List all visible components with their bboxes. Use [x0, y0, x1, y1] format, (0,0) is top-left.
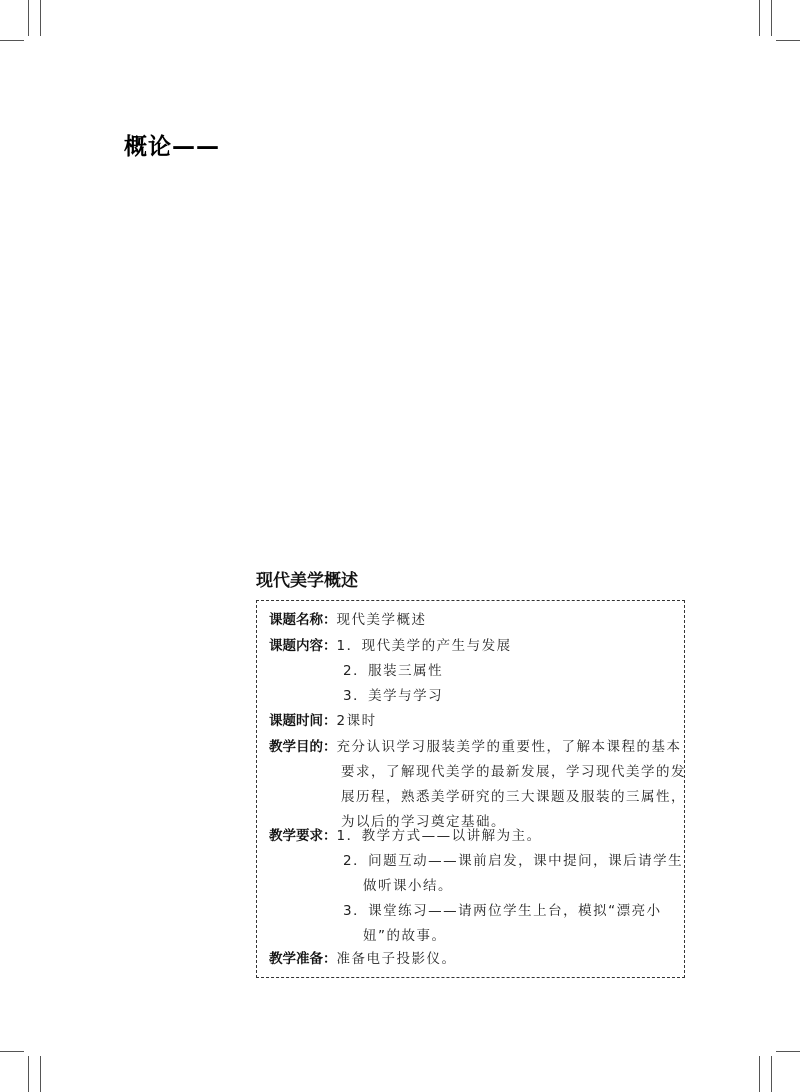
crop-mark	[776, 40, 800, 41]
course-name-label: 课题名称：	[269, 612, 337, 628]
content-item: 3．美学与学习	[343, 688, 444, 704]
requirement-line: 3．课堂练习——请两位学生上台，模拟“漂亮小	[343, 903, 662, 919]
objective-row	[269, 737, 682, 757]
crop-mark	[771, 1056, 772, 1092]
requirement-line: 1．教学方式——以讲解为主。	[336, 828, 542, 844]
crop-mark	[40, 0, 41, 36]
course-info-box	[256, 600, 685, 978]
crop-mark	[28, 0, 29, 36]
objective-line: 为以后的学习奠定基础。	[341, 814, 506, 830]
crop-mark	[0, 40, 24, 41]
course-time-row	[269, 711, 377, 731]
objective-label: 教学目的：	[269, 739, 337, 755]
preparation-label: 教学准备：	[269, 951, 337, 967]
objective-line: 展历程，熟悉美学研究的三大课题及服装的三属性，	[341, 789, 686, 805]
requirement-line: 2．问题互动——课前启发，课中提问，课后请学生	[343, 853, 684, 869]
course-name-value: 现代美学概述	[336, 612, 427, 628]
chapter-title: 概论——	[124, 134, 220, 160]
course-time-label: 课题时间：	[269, 713, 337, 729]
crop-mark	[776, 1051, 800, 1052]
requirement-line: 妞”的故事。	[363, 928, 447, 944]
crop-mark	[40, 1056, 41, 1092]
course-time-value: 2课时	[336, 713, 377, 729]
course-content-row	[269, 636, 512, 656]
preparation-value: 准备电子投影仪。	[336, 951, 457, 967]
course-content-label: 课题内容：	[269, 638, 337, 654]
requirements-label: 教学要求：	[269, 828, 337, 844]
requirement-line: 做听课小结。	[363, 878, 453, 894]
crop-mark	[759, 0, 760, 36]
crop-mark	[759, 1056, 760, 1092]
crop-mark	[28, 1056, 29, 1092]
course-name-row	[269, 610, 427, 630]
content-item: 2．服装三属性	[343, 663, 444, 679]
crop-mark	[771, 0, 772, 36]
requirements-row	[269, 826, 542, 846]
content-item: 1．现代美学的产生与发展	[336, 638, 512, 654]
preparation-row	[269, 949, 457, 969]
section-title: 现代美学概述	[256, 571, 358, 591]
objective-line: 充分认识学习服装美学的重要性，了解本课程的基本	[336, 739, 682, 755]
crop-mark	[0, 1051, 24, 1052]
objective-line: 要求，了解现代美学的最新发展，学习现代美学的发	[341, 764, 686, 780]
